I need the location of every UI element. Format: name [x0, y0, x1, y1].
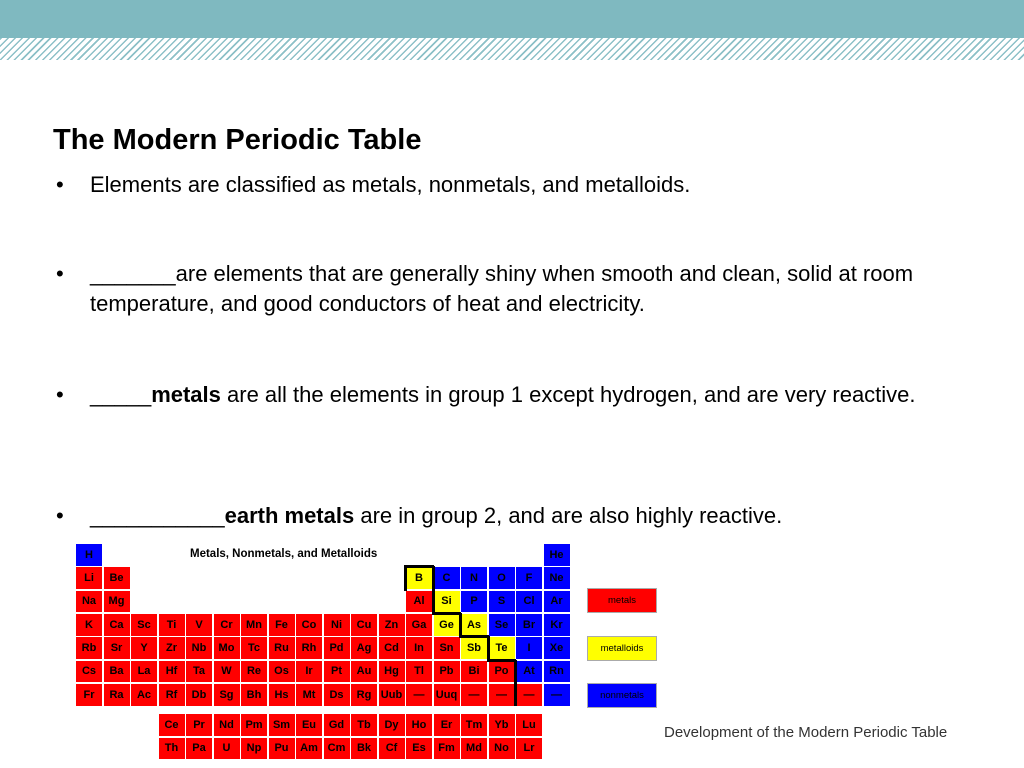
- bullet-marker: •: [56, 261, 64, 286]
- element-cell: —: [460, 683, 488, 707]
- element-cell: Fr: [75, 683, 103, 707]
- element-cell: P: [460, 590, 488, 614]
- periodic-table-title: Metals, Nonmetals, and Metalloids: [190, 548, 378, 560]
- actinide-cell: U: [213, 737, 241, 761]
- element-cell: Ru: [268, 636, 296, 660]
- metal-nonmetal-divider: [432, 612, 462, 615]
- element-cell: F: [515, 566, 543, 590]
- lanthanide-cell: Ce: [158, 713, 186, 737]
- element-cell: Pt: [323, 660, 351, 684]
- element-cell: —: [515, 683, 543, 707]
- lanthanide-cell: Tb: [350, 713, 378, 737]
- element-cell: Se: [488, 613, 516, 637]
- element-cell: Ge: [433, 613, 461, 637]
- element-cell: Tc: [240, 636, 268, 660]
- element-cell: Hs: [268, 683, 296, 707]
- lanthanide-cell: Ho: [405, 713, 433, 737]
- periodic-table-figure: [75, 543, 665, 768]
- element-cell: —: [488, 683, 516, 707]
- metal-nonmetal-divider: [514, 660, 517, 707]
- lanthanide-cell: Gd: [323, 713, 351, 737]
- element-cell: Os: [268, 660, 296, 684]
- element-cell: Nb: [185, 636, 213, 660]
- metal-nonmetal-divider: [487, 659, 517, 662]
- element-cell: B: [405, 566, 433, 590]
- lanthanide-cell: Er: [433, 713, 461, 737]
- bullet-run: ___________: [90, 503, 225, 528]
- element-cell: I: [515, 636, 543, 660]
- element-cell: He: [543, 543, 571, 567]
- element-cell: Li: [75, 566, 103, 590]
- bullet-run: _______are elements that are generally shiny when smooth and clean, solid at room temperature, and good conductors of heat and electricity.: [90, 261, 914, 316]
- element-cell: Ca: [103, 613, 131, 637]
- actinide-cell: Am: [295, 737, 323, 761]
- bullet-text-alkali-metals: [90, 380, 980, 410]
- element-cell: Zn: [378, 613, 406, 637]
- lanthanide-cell: Eu: [295, 713, 323, 737]
- bullet-run: are all the elements in group 1 except hydrogen, and are very reactive.: [220, 382, 916, 407]
- element-cell: As: [460, 613, 488, 637]
- element-cell: Mt: [295, 683, 323, 707]
- header-hatch-pattern: [0, 38, 1024, 60]
- element-cell: Uuq: [433, 683, 461, 707]
- element-cell: Ac: [130, 683, 158, 707]
- lanthanide-cell: Lu: [515, 713, 543, 737]
- element-cell: Ba: [103, 660, 131, 684]
- element-cell: Mg: [103, 590, 131, 614]
- lanthanide-cell: Yb: [488, 713, 516, 737]
- element-cell: Mn: [240, 613, 268, 637]
- element-cell: Ra: [103, 683, 131, 707]
- bullet-run: earth metals: [224, 503, 355, 528]
- metal-nonmetal-divider: [459, 635, 489, 638]
- bullet-run: are in group 2, and are also highly reactive.: [354, 503, 783, 528]
- element-cell: Ag: [350, 636, 378, 660]
- slide-footer: Development of the Modern Periodic Table: [664, 724, 948, 741]
- element-cell: Ar: [543, 590, 571, 614]
- element-cell: Cu: [350, 613, 378, 637]
- lanthanide-cell: Dy: [378, 713, 406, 737]
- element-cell: Hf: [158, 660, 186, 684]
- legend-metalloids: metalloids: [587, 636, 657, 661]
- element-cell: Cr: [213, 613, 241, 637]
- element-cell: Cs: [75, 660, 103, 684]
- lanthanide-cell: Pm: [240, 713, 268, 737]
- element-cell: C: [433, 566, 461, 590]
- element-cell: Xe: [543, 636, 571, 660]
- element-cell: H: [75, 543, 103, 567]
- metal-nonmetal-divider: [487, 636, 490, 659]
- element-cell: W: [213, 660, 241, 684]
- actinide-cell: Pa: [185, 737, 213, 761]
- element-cell: Cd: [378, 636, 406, 660]
- actinide-cell: No: [488, 737, 516, 761]
- element-cell: Bi: [460, 660, 488, 684]
- metal-nonmetal-divider: [432, 566, 435, 613]
- element-cell: Uub: [378, 683, 406, 707]
- bullet-text-metals-definition: [90, 259, 980, 319]
- element-cell: N: [460, 566, 488, 590]
- element-cell: Si: [433, 590, 461, 614]
- element-cell: Br: [515, 613, 543, 637]
- bullet-text-alkaline-earth-metals: [90, 501, 980, 531]
- lanthanide-cell: Sm: [268, 713, 296, 737]
- actinide-cell: Md: [460, 737, 488, 761]
- actinide-cell: Th: [158, 737, 186, 761]
- element-cell: Rb: [75, 636, 103, 660]
- element-cell: Pb: [433, 660, 461, 684]
- element-cell: V: [185, 613, 213, 637]
- element-cell: O: [488, 566, 516, 590]
- actinide-cell: Fm: [433, 737, 461, 761]
- element-cell: Hg: [378, 660, 406, 684]
- metal-nonmetal-divider: [404, 565, 434, 568]
- element-cell: Tl: [405, 660, 433, 684]
- bullet-marker: •: [56, 382, 64, 407]
- element-cell: Y: [130, 636, 158, 660]
- element-cell: Al: [405, 590, 433, 614]
- element-cell: Te: [488, 636, 516, 660]
- element-cell: Ni: [323, 613, 351, 637]
- actinide-cell: Es: [405, 737, 433, 761]
- element-cell: Ga: [405, 613, 433, 637]
- element-cell: Rh: [295, 636, 323, 660]
- element-cell: Na: [75, 590, 103, 614]
- actinide-cell: Cf: [378, 737, 406, 761]
- element-cell: La: [130, 660, 158, 684]
- actinide-cell: Pu: [268, 737, 296, 761]
- element-cell: —: [543, 683, 571, 707]
- element-cell: Be: [103, 566, 131, 590]
- element-cell: Po: [488, 660, 516, 684]
- element-cell: Sn: [433, 636, 461, 660]
- element-cell: Re: [240, 660, 268, 684]
- bullet-text-classification: [90, 170, 980, 200]
- legend-nonmetals: nonmetals: [587, 683, 657, 708]
- bullet-marker: •: [56, 172, 64, 197]
- header-band: [0, 0, 1024, 38]
- element-cell: Bh: [240, 683, 268, 707]
- bullet-run: metals: [151, 382, 221, 407]
- element-cell: Db: [185, 683, 213, 707]
- bullet-run: Elements are classified as metals, nonmetals, and metalloids.: [90, 172, 691, 197]
- element-cell: Zr: [158, 636, 186, 660]
- actinide-cell: Np: [240, 737, 268, 761]
- element-cell: Fe: [268, 613, 296, 637]
- element-cell: K: [75, 613, 103, 637]
- element-cell: Ti: [158, 613, 186, 637]
- legend-metals: metals: [587, 588, 657, 613]
- actinide-cell: Lr: [515, 737, 543, 761]
- element-cell: —: [405, 683, 433, 707]
- element-cell: At: [515, 660, 543, 684]
- element-cell: Co: [295, 613, 323, 637]
- actinide-cell: Bk: [350, 737, 378, 761]
- lanthanide-cell: Nd: [213, 713, 241, 737]
- element-cell: In: [405, 636, 433, 660]
- metal-nonmetal-divider: [459, 613, 462, 636]
- element-cell: Sb: [460, 636, 488, 660]
- element-cell: Rf: [158, 683, 186, 707]
- element-cell: Ds: [323, 683, 351, 707]
- element-cell: Au: [350, 660, 378, 684]
- metal-nonmetal-divider: [404, 565, 407, 590]
- element-cell: Sc: [130, 613, 158, 637]
- lanthanide-cell: Tm: [460, 713, 488, 737]
- bullet-run: _____: [90, 382, 152, 407]
- element-cell: Ne: [543, 566, 571, 590]
- element-cell: Cl: [515, 590, 543, 614]
- element-cell: S: [488, 590, 516, 614]
- element-cell: Ta: [185, 660, 213, 684]
- element-cell: Sg: [213, 683, 241, 707]
- element-cell: Ir: [295, 660, 323, 684]
- element-cell: Rn: [543, 660, 571, 684]
- element-cell: Kr: [543, 613, 571, 637]
- element-cell: Rg: [350, 683, 378, 707]
- element-cell: Pd: [323, 636, 351, 660]
- bullet-marker: •: [56, 503, 64, 528]
- actinide-cell: Cm: [323, 737, 351, 761]
- slide-title: The Modern Periodic Table: [53, 124, 422, 156]
- element-cell: Sr: [103, 636, 131, 660]
- lanthanide-cell: Pr: [185, 713, 213, 737]
- element-cell: Mo: [213, 636, 241, 660]
